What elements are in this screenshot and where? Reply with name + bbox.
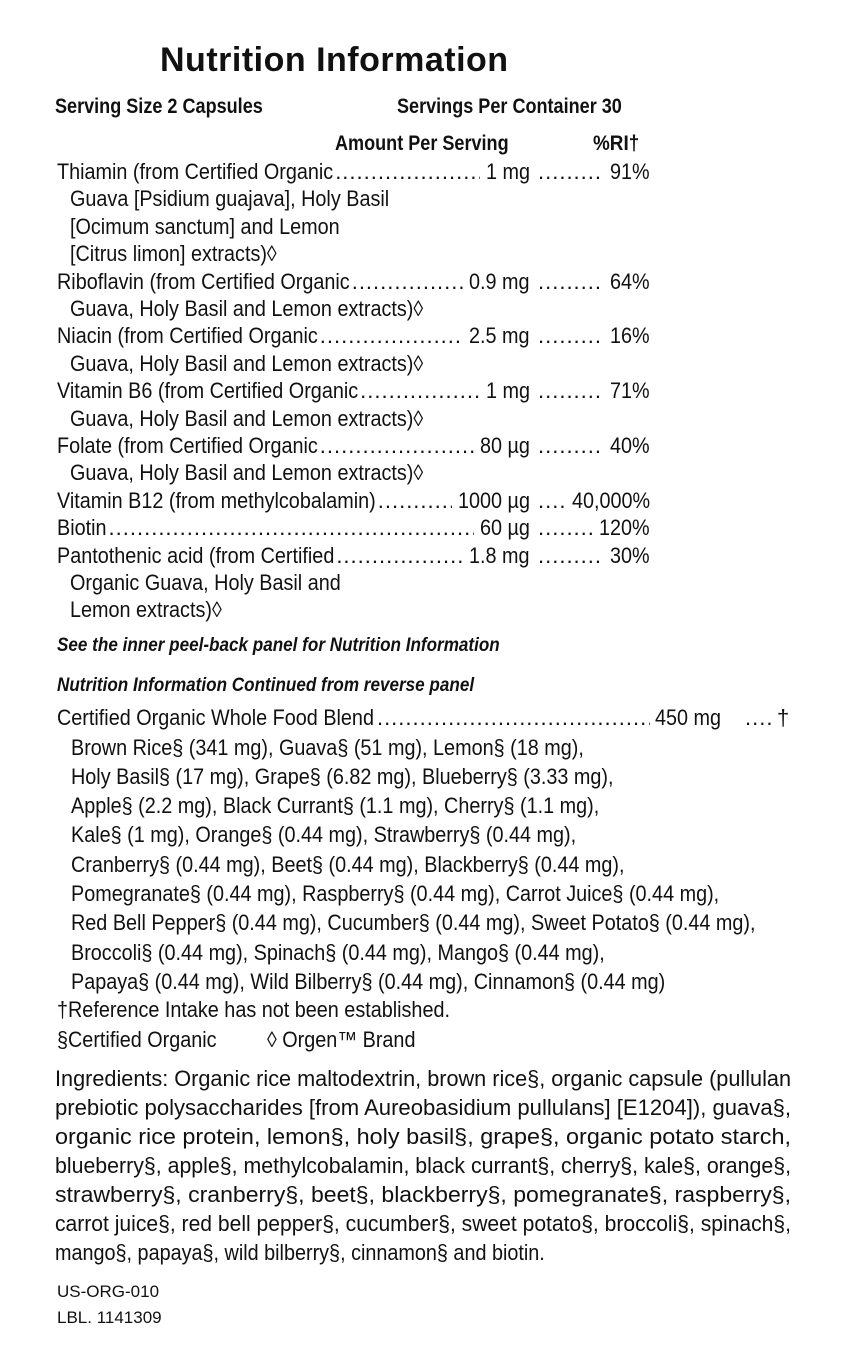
ingredients-line: mango§, papaya§, wild bilberry§, cinnamon§ and biotin. [55,1240,545,1265]
nutrient-amount: 2.5 mg [469,323,530,349]
label-title: Nutrition Information [160,41,509,79]
peel-back-note: See the inner peel-back panel for Nutrition Information [57,635,500,656]
nutrient-source-line: Guava, Holy Basil and Lemon extracts)◊ [70,296,424,321]
nutrient-ri: 40,000% [571,487,650,513]
nutrient-ri: 120% [599,515,650,541]
blend-ingredient-line: Brown Rice§ (341 mg), Guava§ (51 mg), Lemon§ (18 mg), [71,734,584,760]
dot-leader [336,543,463,569]
dot-leader [538,323,604,349]
ingredients-line: strawberry§, cranberry§, beet§, blackberry§, pomegranate§, raspberry§, [55,1182,791,1207]
dot-leader [109,515,475,541]
nutrient-name: Pantothenic acid (from Certified [57,542,335,568]
blend-ingredient-line: Red Bell Pepper§ (0.44 mg), Cucumber§ (0.44 mg), Sweet Potato§ (0.44 mg), [71,910,756,936]
servings-per-container: Servings Per Container 30 [397,95,622,118]
dot-leader [538,543,604,569]
nutrient-ri: 40% [610,433,650,458]
blend-ingredient-line: Cranberry§ (0.44 mg), Beet§ (0.44 mg), Blackberry§ (0.44 mg), [71,851,625,877]
nutrient-source-line: [Citrus limon] extracts)◊ [70,241,277,267]
blend-ri: † [777,705,790,730]
dot-leader [377,705,650,731]
nutrient-amount: 1 mg [485,159,530,184]
nutrient-source-line: Guava, Holy Basil and Lemon extracts)◊ [70,460,424,486]
label-number: LBL. 1141309 [57,1308,162,1327]
nutrient-ri: 30% [610,542,650,568]
nutrient-source-line: Guava, Holy Basil and Lemon extracts)◊ [70,350,424,376]
footnote-orgen-brand: ◊ Orgen™ Brand [267,1027,416,1052]
nutrient-name: Niacin (from Certified Organic [57,323,318,349]
nutrient-name: Vitamin B6 (from Certified Organic [57,378,359,404]
dot-leader [352,269,464,295]
footnote-certified-organic: §Certified Organic [57,1027,217,1052]
nutrient-name: Folate (from Certified Organic [57,433,318,458]
nutrient-name: Riboflavin (from Certified Organic [57,268,350,294]
blend-amount: 450 mg [655,705,722,730]
nutrient-source-line: [Ocimum sanctum] and Lemon [70,213,340,239]
nutrient-name: Vitamin B12 (from methylcobalamin) [57,487,376,513]
ingredients-line: prebiotic polysaccharides [from Aureobasidium pullulans] [E1204]), guava§, [55,1095,791,1120]
blend-ingredient-line: Pomegranate§ (0.44 mg), Raspberry§ (0.44 mg), Carrot Juice§ (0.44 mg), [71,881,720,906]
footnote-reference-intake: †Reference Intake has not been established. [57,997,450,1022]
nutrient-amount: 1.8 mg [469,542,530,568]
nutrient-ri: 71% [610,378,650,404]
continued-note: Nutrition Information Continued from reverse panel [57,675,475,696]
dot-leader [745,705,771,731]
blend-ingredient-line: Kale§ (1 mg), Orange§ (0.44 mg), Strawberry§ (0.44 mg), [71,822,577,848]
dot-leader [538,378,604,404]
dot-leader [538,515,593,541]
column-header-amount: Amount Per Serving [335,132,509,155]
blend-ingredient-line: Papaya§ (0.44 mg), Wild Bilberry§ (0.44 mg), Cinnamon§ (0.44 mg) [71,968,666,994]
product-code: US-ORG-010 [57,1282,160,1301]
ingredients-line: carrot juice§, red bell pepper§, cucumber§, sweet potato§, broccoli§, spinach§, [55,1211,791,1236]
blend-ingredient-line: Holy Basil§ (17 mg), Grape§ (6.82 mg), Blueberry§ (3.33 mg), [71,763,614,789]
nutrient-name: Thiamin (from Certified Organic [57,159,334,184]
dot-leader [320,323,464,349]
ingredients-line: Ingredients: Organic rice maltodextrin, brown rice§, organic capsule (pullulan [55,1066,791,1091]
ingredients-line: blueberry§, apple§, methylcobalamin, black currant§, cherry§, kale§, orange§, [55,1153,791,1178]
dot-leader [538,433,604,459]
nutrient-amount: 1 mg [485,378,530,404]
nutrient-amount: 0.9 mg [469,268,530,294]
ingredients-line: organic rice protein, lemon§, holy basil§, grape§, organic potato starch, [55,1124,791,1149]
nutrient-name: Biotin [57,515,107,541]
dot-leader [538,269,604,295]
nutrient-ri: 91% [610,159,650,184]
blend-ingredient-line: Broccoli§ (0.44 mg), Spinach§ (0.44 mg), Mango§ (0.44 mg), [71,939,605,965]
nutrient-ri: 64% [610,268,650,294]
dot-leader [538,488,566,514]
dot-leader [335,159,480,185]
nutrient-amount: 60 µg [480,515,530,541]
dot-leader [360,378,480,404]
nutrient-source-line: Guava [Psidium guajava], Holy Basil [70,186,390,212]
dot-leader [320,433,474,459]
nutrient-source-line: Organic Guava, Holy Basil and [70,570,341,595]
dot-leader [538,159,604,185]
nutrient-amount: 80 µg [480,433,530,458]
blend-name: Certified Organic Whole Food Blend [57,705,374,730]
blend-ingredient-line: Apple§ (2.2 mg), Black Currant§ (1.1 mg), Cherry§ (1.1 mg), [71,793,600,819]
serving-size: Serving Size 2 Capsules [55,95,263,118]
nutrient-source-line: Guava, Holy Basil and Lemon extracts)◊ [70,405,424,431]
nutrient-source-line: Lemon extracts)◊ [70,597,222,623]
nutrient-ri: 16% [610,323,650,349]
dot-leader [378,488,452,514]
column-header-ri: %RI† [593,132,640,155]
nutrient-amount: 1000 µg [458,487,530,513]
